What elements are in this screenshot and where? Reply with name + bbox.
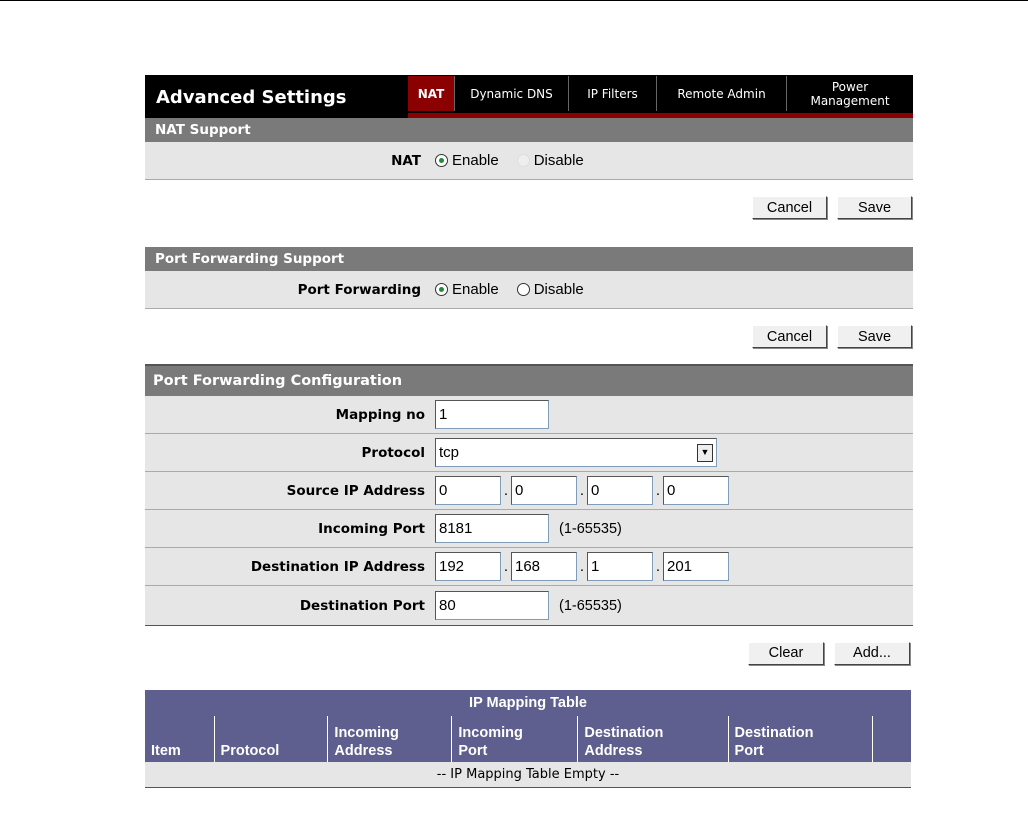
chevron-down-icon[interactable]: ▼ [697,444,713,462]
protocol-selected-value: tcp [439,444,460,461]
ip-dot: . [503,558,509,575]
table-row [145,762,911,788]
col-destination-port [728,716,872,762]
config-heading: Port Forwarding Configuration [145,366,913,396]
tab-remote-admin[interactable]: Remote Admin [656,76,786,111]
port-forwarding-support-heading: Port Forwarding Support [145,247,913,271]
pf-save-button[interactable]: Save [837,325,912,348]
spacer [145,680,913,690]
incoming-port-range-hint: (1-65535) [559,520,622,537]
pf-disable-label: Disable [533,281,584,298]
tab-ip-filters[interactable]: IP Filters [568,76,656,111]
incoming-port-value [435,514,913,543]
page-header [145,75,913,118]
protocol-select[interactable] [435,438,717,467]
radio-selected-icon [435,154,448,167]
tab-bar [408,76,913,111]
nat-enable-label: Enable [452,152,499,169]
table-empty-message: -- IP Mapping Table Empty -- [145,762,911,788]
nat-support-heading: NAT Support [145,118,913,142]
col-incoming-port-line1: Incoming [458,725,523,741]
active-tab-underline [408,113,913,118]
advanced-settings-panel [145,75,913,788]
mapping-no-input[interactable]: 1 [435,400,549,429]
dest-ip-octet-2[interactable]: 168 [511,552,577,581]
col-item: Item [145,716,214,762]
dest-ip-octet-1[interactable]: 192 [435,552,501,581]
source-ip-octet-1[interactable]: 0 [435,476,501,505]
dest-ip-label: Destination IP Address [250,558,425,575]
add-button[interactable]: Add... [834,642,910,665]
nat-row [145,142,913,180]
ip-dot: . [503,482,509,499]
source-ip-octet-3[interactable]: 0 [587,476,653,505]
ip-dot: . [655,558,661,575]
col-incoming-address-line1: Incoming [334,725,399,741]
nat-disable-radio[interactable] [517,152,584,169]
port-forwarding-row [145,271,913,309]
table-header-row [145,716,911,762]
tab-nat[interactable]: NAT [408,76,454,111]
source-ip-label: Source IP Address [286,482,425,499]
dest-ip-row [145,548,913,586]
pf-buttons [145,309,913,364]
protocol-value [435,438,913,467]
col-incoming-address [328,716,452,762]
nat-buttons [145,180,913,235]
nat-disable-label: Disable [533,152,584,169]
mapping-no-row [145,396,913,434]
radio-selected-icon [435,283,448,296]
nat-options [435,152,913,169]
page-title: Advanced Settings [156,87,347,108]
dest-port-range-hint: (1-65535) [559,597,622,614]
config-buttons [145,626,913,680]
radio-disabled-icon [517,154,530,167]
spacer [145,235,913,247]
port-forwarding-label: Port Forwarding [297,281,421,298]
nat-cancel-button[interactable]: Cancel [752,196,827,219]
tab-power-management[interactable] [786,76,913,111]
col-destination-address [578,716,728,762]
dest-port-label: Destination Port [299,597,425,614]
incoming-port-label: Incoming Port [318,520,425,537]
col-destination-address-line1: Destination [584,725,664,741]
protocol-label: Protocol [361,444,425,461]
source-ip-row [145,472,913,510]
dest-ip-octet-3[interactable]: 1 [587,552,653,581]
port-forwarding-options [435,281,913,298]
col-protocol: Protocol [214,716,328,762]
ip-mapping-table [145,690,911,788]
tab-power-line2: Management [810,93,890,108]
dest-port-value [435,591,913,620]
pf-enable-radio[interactable] [435,281,499,298]
pf-cancel-button[interactable]: Cancel [752,325,827,348]
col-destination-port-line2: Port [734,743,764,759]
ip-mapping-table-title: IP Mapping Table [145,690,911,716]
dest-ip-octet-4[interactable]: 201 [663,552,729,581]
mapping-no-label: Mapping no [335,406,425,423]
source-ip-value [435,476,913,505]
radio-unselected-icon [517,283,530,296]
dest-port-row [145,586,913,626]
tab-power-line1: Power [831,79,869,94]
col-actions [872,716,911,762]
pf-enable-label: Enable [452,281,499,298]
source-ip-octet-2[interactable]: 0 [511,476,577,505]
pf-disable-radio[interactable] [517,281,584,298]
mapping-no-value [435,400,913,429]
ip-dot: . [579,482,585,499]
col-incoming-port [452,716,578,762]
nat-save-button[interactable]: Save [837,196,912,219]
tab-dynamic-dns[interactable]: Dynamic DNS [454,76,568,111]
col-incoming-address-line2: Address [334,743,393,759]
ip-dot: . [579,558,585,575]
nat-label: NAT [391,152,421,169]
top-border [0,0,1028,1]
clear-button[interactable]: Clear [748,642,824,665]
incoming-port-row [145,510,913,548]
dest-port-input[interactable]: 80 [435,591,549,620]
col-destination-address-line2: Address [584,743,643,759]
source-ip-octet-4[interactable]: 0 [663,476,729,505]
col-destination-port-line1: Destination [734,725,814,741]
incoming-port-input[interactable]: 8181 [435,514,549,543]
nat-enable-radio[interactable] [435,152,499,169]
ip-dot: . [655,482,661,499]
dest-ip-value [435,552,913,581]
col-incoming-port-line2: Port [458,743,488,759]
protocol-row [145,434,913,472]
